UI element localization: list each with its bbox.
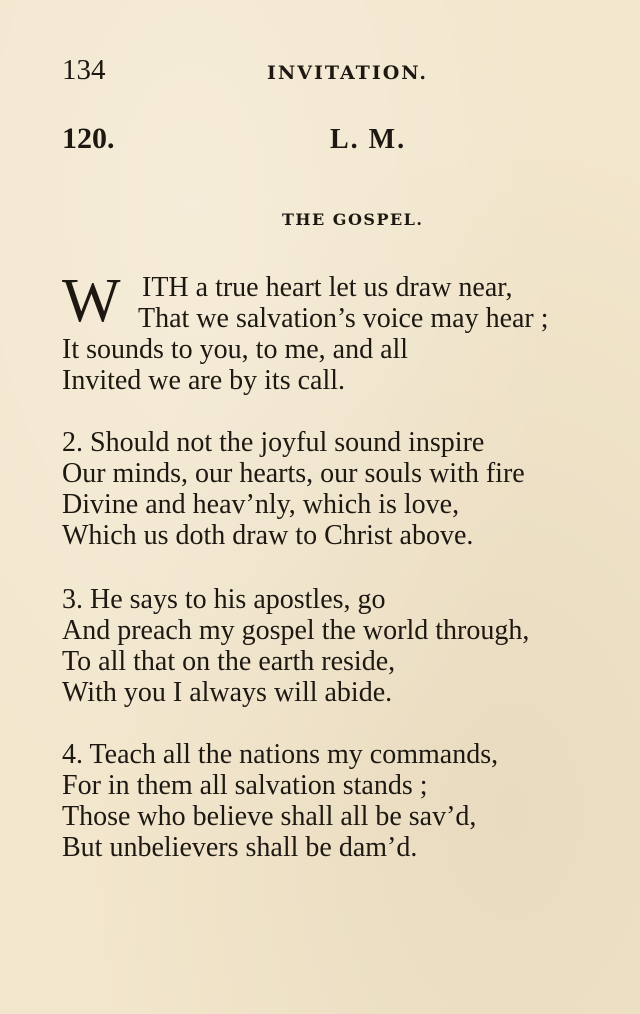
page-header: [62, 54, 612, 88]
hymn-subject: THE GOSPEL.: [282, 210, 424, 229]
running-title: INVITATION.: [267, 62, 429, 84]
drop-cap: W: [62, 267, 121, 335]
verse-line: 3. He says to his apostles, go: [62, 584, 386, 615]
verse-line: 2. Should not the joyful sound inspire: [62, 427, 485, 458]
verse-line: With you I always will abide.: [62, 677, 393, 708]
page-number: 134: [62, 54, 106, 86]
verse-line: And preach my gospel the world through,: [62, 615, 530, 646]
verse-line: ITH a true heart let us draw near,: [142, 272, 513, 303]
verse-line: To all that on the earth reside,: [62, 646, 396, 677]
verse-line: That we salvation’s voice may hear ;: [138, 303, 549, 334]
verse-line: Invited we are by its call.: [62, 365, 346, 396]
verse-3: [62, 584, 529, 708]
hymn-meter: L. M.: [330, 124, 407, 155]
hymn-number: 120.: [62, 122, 115, 155]
verse-line: Divine and heav’nly, which is love,: [62, 489, 460, 520]
verse-line: Which us doth draw to Christ above.: [62, 520, 474, 551]
verse-line: Our minds, our hearts, our souls with fire: [62, 458, 525, 489]
verse-4: [62, 739, 498, 863]
verse-line: 4. Teach all the nations my commands,: [62, 739, 499, 770]
verse-line: Those who believe shall all be sav’d,: [62, 801, 477, 832]
verse-1: [62, 267, 549, 396]
verse-line: It sounds to you, to me, and all: [62, 334, 409, 365]
verse-line: For in them all salvation stands ;: [62, 770, 428, 801]
verse-line: But unbelievers shall be dam’d.: [62, 832, 418, 863]
verse-2: [62, 427, 525, 551]
